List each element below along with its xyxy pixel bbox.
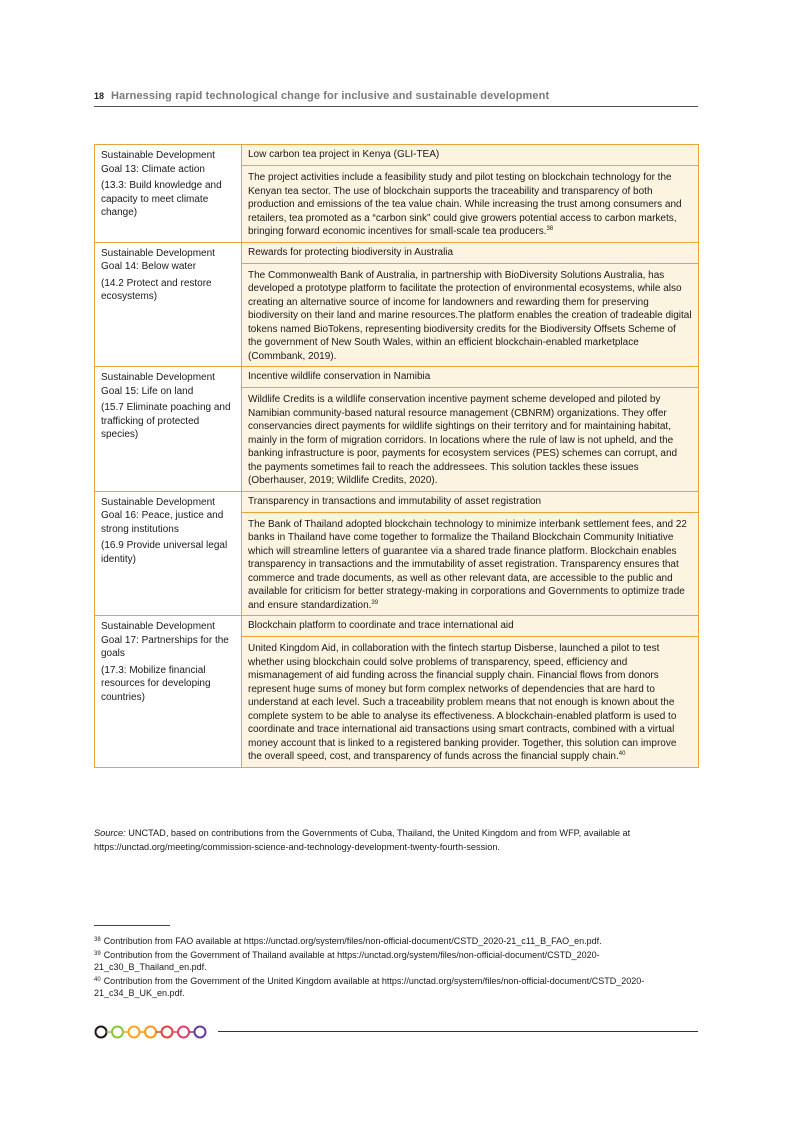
goal-cell	[95, 367, 242, 492]
footnote-divider	[94, 925, 170, 926]
footer-dot	[195, 1027, 206, 1038]
goal-name: Sustainable Development Goal 16: Peace, justice and strong institutions	[101, 496, 224, 535]
footer-dot	[129, 1027, 140, 1038]
footnote	[94, 934, 700, 947]
footer-dot	[96, 1027, 107, 1038]
table-row	[95, 616, 699, 637]
goal-cell	[95, 242, 242, 367]
footnotes	[94, 934, 700, 1000]
footer-rule	[218, 1031, 698, 1032]
goal-target: (15.7 Eliminate poaching and trafficking of protected species)	[101, 402, 231, 440]
page-number: 18	[94, 91, 105, 101]
table-row	[95, 491, 699, 512]
goal-name: Sustainable Development Goal 17: Partnerships for the goals	[101, 621, 229, 659]
goal-cell	[95, 145, 242, 243]
project-description-cell	[242, 166, 699, 243]
table-row	[95, 367, 699, 388]
goal-target: (13.3: Build knowledge and capacity to meet climate change)	[101, 180, 222, 218]
page-header	[94, 90, 698, 107]
footer-dot	[145, 1027, 156, 1038]
footnote-number: 40	[94, 977, 101, 983]
table-source-note	[94, 826, 700, 854]
goal-cell	[95, 491, 242, 616]
project-description-cell	[242, 512, 699, 616]
footnote-text: Contribution from FAO available at https://unctad.org/system/files/non-official-document/CSTD_2020-21_c11_B_FAO_en.pdf.	[103, 936, 602, 946]
footnote-ref[interactable]: 39	[371, 599, 379, 606]
footnote	[94, 974, 700, 999]
project-description-cell	[242, 388, 699, 492]
footnote	[94, 948, 700, 973]
footer-dot	[178, 1027, 189, 1038]
project-title: Incentive wildlife conservation in Namibia	[242, 367, 699, 388]
project-description-cell	[242, 637, 699, 768]
table-row	[95, 145, 699, 166]
goal-target: (17.3: Mobilize financial resources for developing countries)	[101, 664, 211, 703]
goal-name: Sustainable Development Goal 15: Life on land	[101, 372, 215, 397]
project-title: Transparency in transactions and immutability of asset registration	[242, 491, 699, 512]
footnote-ref[interactable]: 40	[618, 751, 626, 757]
footnote-number: 38	[94, 937, 101, 943]
source-label: Source:	[94, 828, 126, 838]
footer-dot	[162, 1027, 173, 1038]
source-text: UNCTAD, based on contributions from the Governments of Cuba, Thailand, the United Kingdom and from WFP, available at https://unctad.org/meeting/commission-science-and-technology-development-twenty-fourth-session.	[94, 828, 631, 852]
project-description: The Commonwealth Bank of Australia, in partnership with BioDiversity Solutions Australia, has developed a prototype platform to facilitate the protection of environmental ecosystems, while also creating an alternative source of income for landowners and rewarding them for preserving biodiversity on their land and marine resources.The platform enables the creation of tradeable digital tokens named BioTokens, representing biodiversity credits for the Biodiversity Offsets Scheme of the government of New South Wales, within an efficient blockchain-enabled marketplace (Commbank, 2019).	[248, 269, 692, 362]
footnote-text: Contribution from the Government of Thailand available at https://unctad.org/system/files/non-official-document/CSTD_2020-21_c30_B_Thailand_en.pdf.	[94, 950, 600, 972]
sdg-blockchain-table	[94, 144, 699, 768]
goal-target: (14.2 Protect and restore ecosystems)	[101, 277, 212, 302]
goal-cell	[95, 616, 242, 768]
project-title: Blockchain platform to coordinate and trace international aid	[242, 616, 699, 637]
footer-dots	[94, 1024, 220, 1040]
goal-target: (16.9 Provide universal legal identity)	[101, 540, 228, 565]
project-title: Rewards for protecting biodiversity in Australia	[242, 242, 699, 263]
project-description: The project activities include a feasibility study and pilot testing on blockchain technology for the Kenyan tea sector. The use of blockchain supports the traceability and transparency of both production and emissions of the tea value chain. While increasing the trust among consumers and retailers, tea promoted as a “carbon sink” could give growers potential access to carbon markets, bringing forward economic incentives for small-scale tea producers.	[248, 172, 682, 237]
footnote-number: 39	[94, 951, 101, 957]
project-description: United Kingdom Aid, in collaboration with the fintech startup Disberse, launched a pilot to test whether using blockchain could solve problems of transparency, speed, efficiency and mismanagement of aid funding across the financial supply chain. Financial flows from donors represent huge sums of money but form complex networks of dependencies that are hard to understand at each level. Such a traceability problem means that not enough is known about the complete system to be able to analyse its effectiveness. A blockchain-enabled platform is used to coordinate and trace international aid transactions using smart contracts, combined with a virtual money account that is linked to a registered banking provider. Together, this solution can improve the overall speed, cost, and transparency of funds across the financial supply chain.	[248, 643, 677, 762]
project-description: Wildlife Credits is a wildlife conservation incentive payment scheme developed and piloted by Namibian community-based natural resource management (CBNRM) organizations. They offer conservancies direct payments for wildlife sightings on their territory and for maintaining habitat, mainly in the form of migration corridors. In locations where the rule of law is not upheld, and the banking infrastructure is poor, payments for ecosystem services (PES) schemes can corrupt, and the payments sometimes fail to reach the addressees. This solution tackles these issues (Oberhauser, 2019; Wildlife Credits, 2020).	[248, 394, 678, 486]
project-description-cell	[242, 263, 699, 367]
footnote-text: Contribution from the Government of the United Kingdom available at https://unctad.org/system/files/non-official-document/CSTD_2020-21_c34_B_UK_en.pdf.	[94, 976, 645, 998]
running-title: Harnessing rapid technological change for inclusive and sustainable development	[111, 90, 550, 102]
table-row	[95, 242, 699, 263]
project-title: Low carbon tea project in Kenya (GLI-TEA)	[242, 145, 699, 166]
footer-dot	[112, 1027, 123, 1038]
goal-name: Sustainable Development Goal 13: Climate action	[101, 150, 215, 175]
footnote-ref[interactable]: 38	[546, 226, 554, 232]
goal-name: Sustainable Development Goal 14: Below water	[101, 247, 215, 272]
project-description: The Bank of Thailand adopted blockchain technology to minimize interbank settlement fees, and 22 banks in Thailand have come together to formalize the Thailand Blockchain Community Initiative which will streamline letters of guarantee via a shared trade finance platform. Blockchain enables transparency in transactions and the immutability of asset registration. Transparency ensures that commerce and trade documents, as well as other relevant data, are accessible to the public and available for criticism for better strategy-making in corporations and Governments to optimize trade and ensure standardization.	[248, 518, 687, 611]
